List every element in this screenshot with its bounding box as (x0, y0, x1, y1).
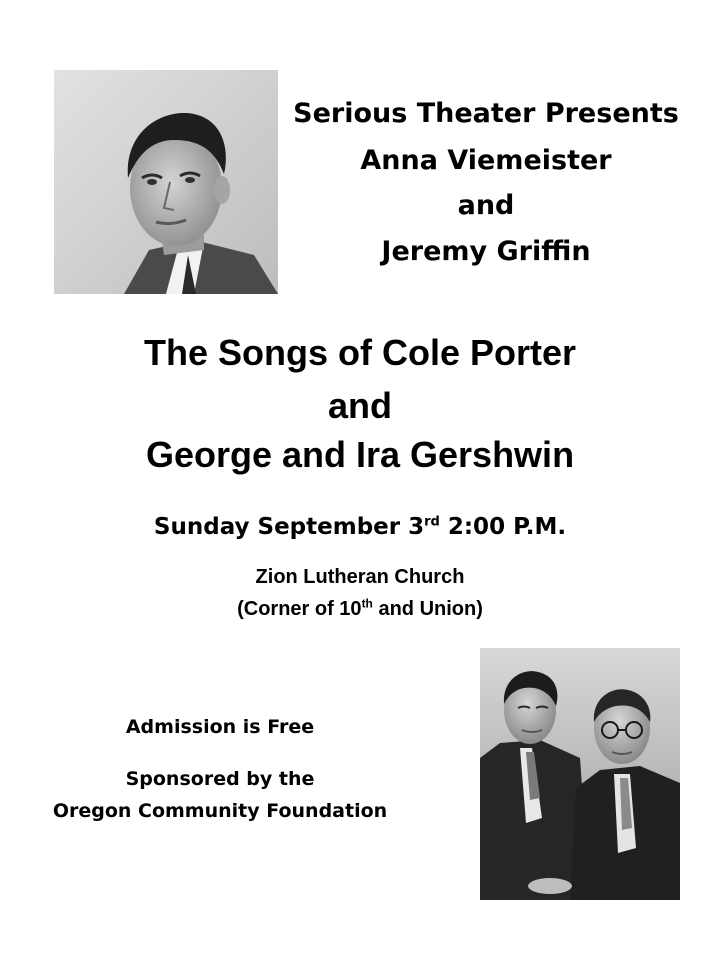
sponsor-name: Oregon Community Foundation (52, 800, 388, 822)
admission-text: Admission is Free (125, 716, 315, 738)
portrait-photo-top-image (54, 70, 278, 294)
address-ordinal-suffix: th (361, 596, 373, 611)
date-ordinal-suffix: rd (424, 514, 440, 530)
portrait-photo-top (54, 70, 278, 294)
venue-address-end: and Union) (378, 598, 483, 620)
sponsor-text: Sponsored by the (125, 768, 315, 790)
venue-address-start: (Corner of 10 (237, 598, 362, 620)
venue-address (160, 596, 560, 622)
show-title-line: George and Ira Gershwin (145, 434, 575, 475)
event-date (90, 512, 630, 542)
event-time: 2:00 P.M. (447, 514, 567, 540)
portrait-photo-bottom (480, 648, 680, 900)
performer-name: Anna Viemeister (360, 145, 612, 176)
show-title-conjunction: and (327, 385, 392, 426)
portrait-photo-bottom-image (480, 648, 680, 900)
show-title-line: The Songs of Cole Porter (143, 332, 577, 373)
venue-name: Zion Lutheran Church (255, 566, 465, 588)
conjunction-text: and (457, 190, 515, 221)
presenter-line: Serious Theater Presents (293, 98, 679, 129)
performer-name: Jeremy Griffin (381, 236, 591, 267)
event-date-text: Sunday September 3 (153, 514, 425, 540)
